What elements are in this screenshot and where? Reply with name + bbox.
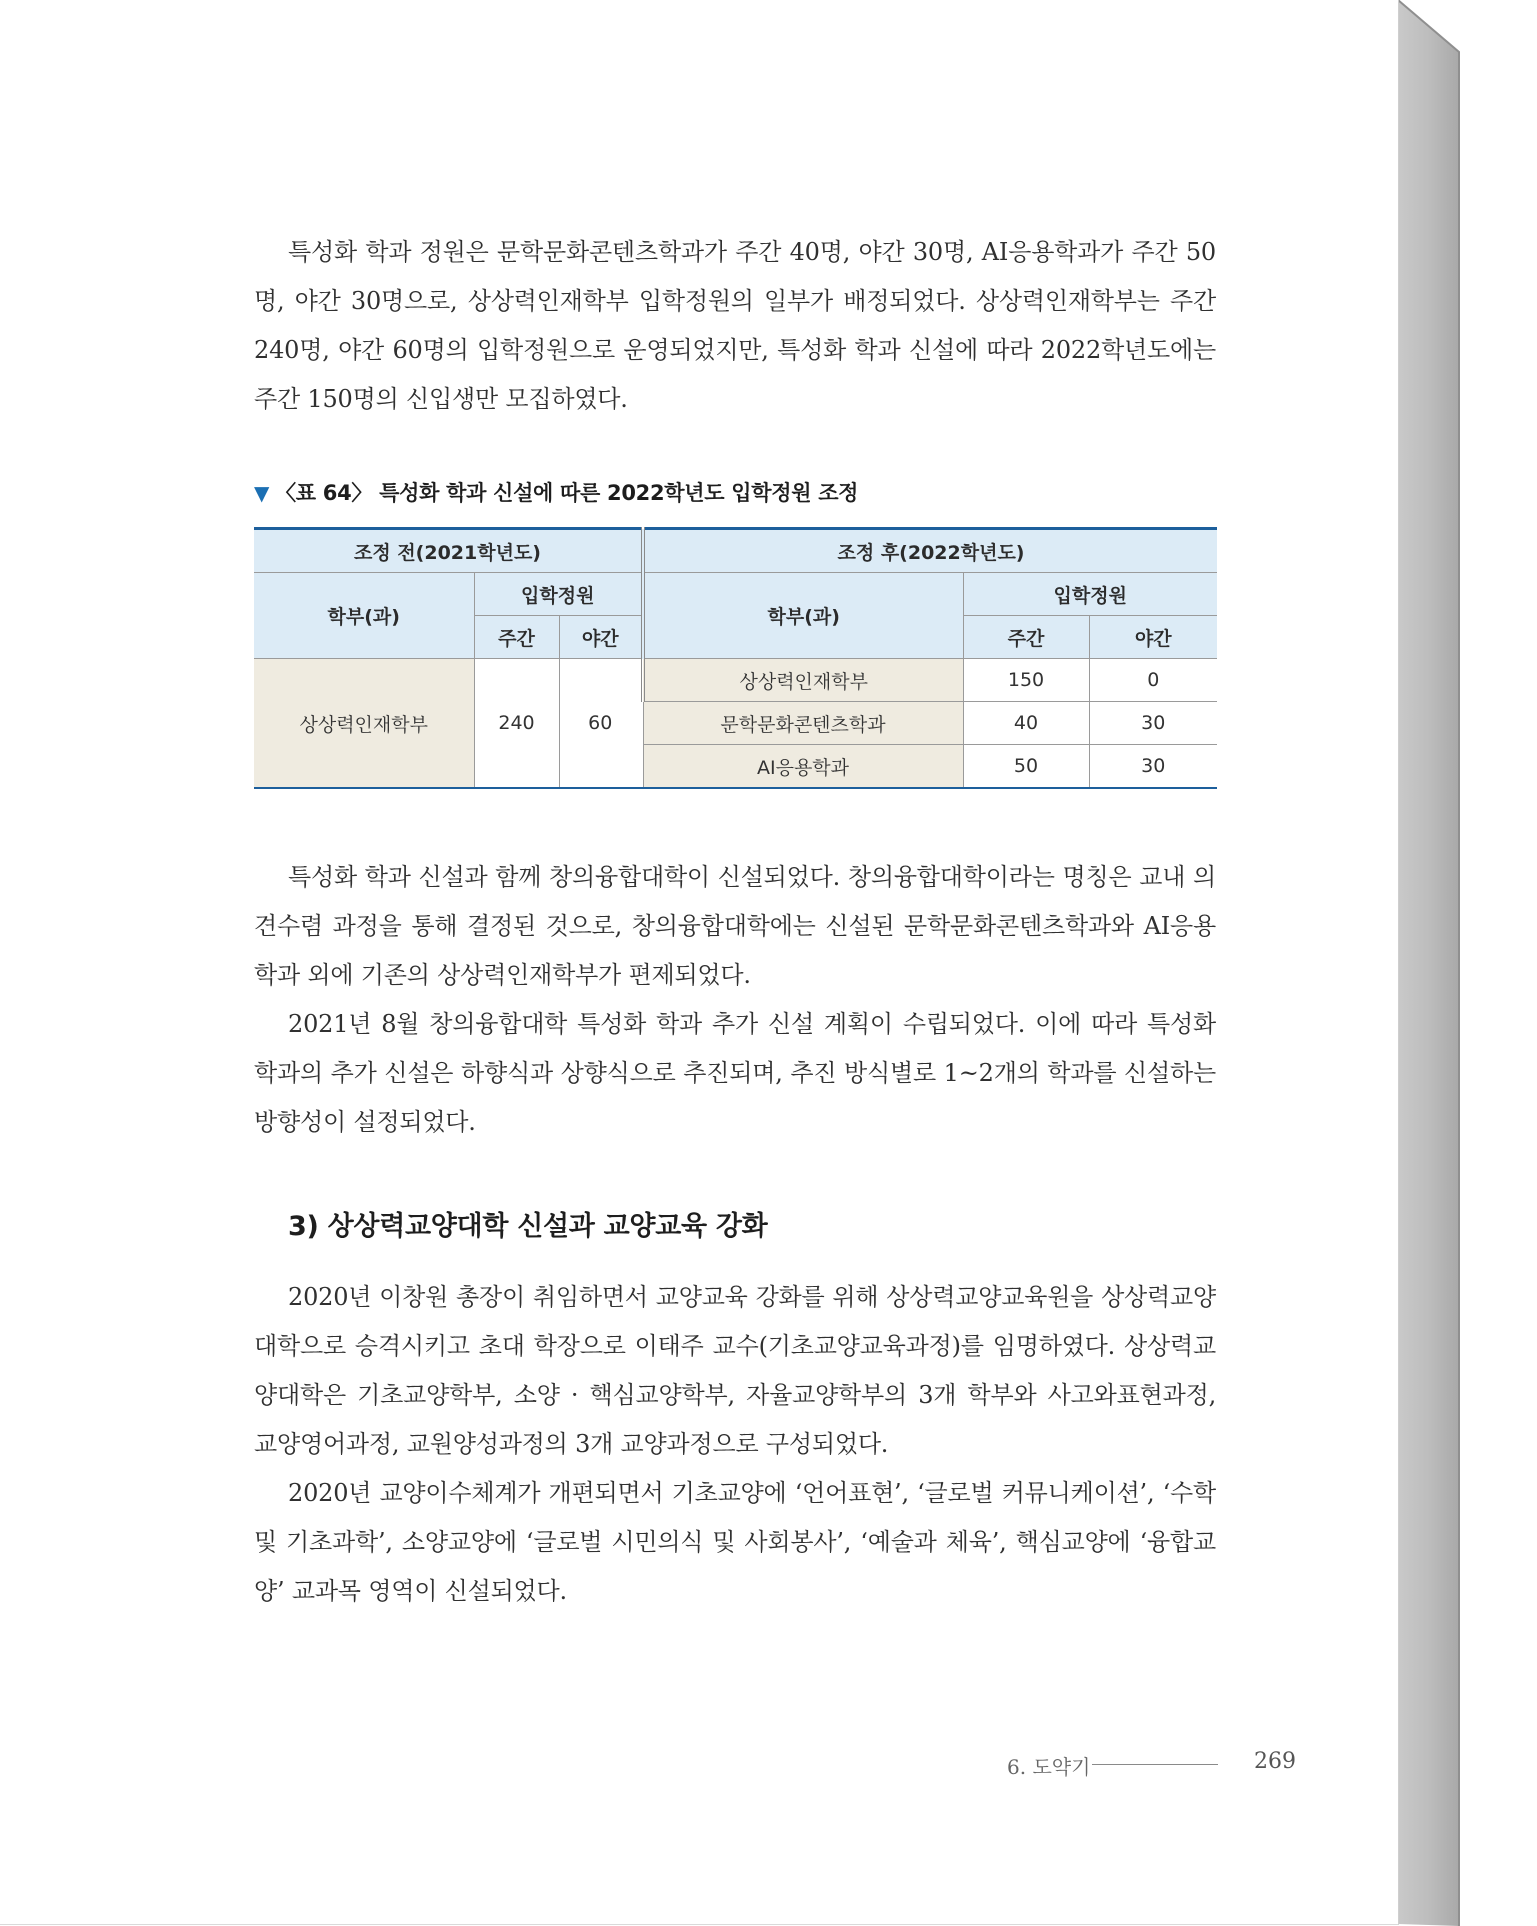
before-day-header: 주간 [474, 616, 559, 659]
paragraph-3: 2021년 8월 창의융합대학 특성화 학과 추가 신설 계획이 수립되었다. 이에 따라 특성화 학과의 추가 신설은 하향식과 상향식으로 추진되며, 추진 방식별로 1~2개의 학과를 신설하는 방향성이 설정되었다. [254, 1010, 1216, 1136]
before-dept-header: 학부(과) [254, 573, 474, 659]
footer-chapter: 6. 도약기 [1007, 1755, 1091, 1779]
after-night-cell: 0 [1089, 659, 1217, 702]
before-night-header: 야간 [559, 616, 643, 659]
table-row [254, 659, 1217, 702]
before-adjustment-header: 조정 전(2021학년도) [254, 529, 643, 573]
paragraph-5: 2020년 교양이수체계가 개편되면서 기초교양에 ‘언어표현’, ‘글로벌 커뮤니케이션’, ‘수학 및 기초과학’, 소양교양에 ‘글로벌 시민의식 및 사회봉사’, ‘예술과 체육’, 핵심교양에 ‘융합교양’ 교과목 영역이 신설되었다. [254, 1479, 1216, 1605]
after-day-cell: 40 [963, 702, 1089, 745]
after-day-cell: 50 [963, 745, 1089, 789]
table-caption-text: 〈표 64〉 특성화 학과 신설에 따른 2022학년도 입학정원 조정 [275, 481, 859, 505]
after-dept-cell: 문학문화콘텐츠학과 [643, 702, 963, 745]
after-dept-cell: 상상력인재학부 [643, 659, 963, 702]
after-day-cell: 150 [963, 659, 1089, 702]
after-dept-header: 학부(과) [643, 573, 963, 659]
after-day-header: 주간 [963, 616, 1089, 659]
section-title: 3) 상상력교양대학 신설과 교양교육 강화 [288, 1211, 768, 1242]
table-caption [254, 477, 858, 507]
paragraph-4: 2020년 이창원 총장이 취임하면서 교양교육 강화를 위해 상상력교양교육원을 상상력교양대학으로 승격시키고 초대 학장으로 이태주 교수(기초교양교육과정)를 임명하였다. 상상력교양대학은 기초교양학부, 소양 · 핵심교양학부, 자율교양학부의 3개 학부와 사고와표현과정, 교양영어과정, 교원양성과정의 3개 교양과정으로 구성되었다. [254, 1283, 1216, 1458]
after-quota-header: 입학정원 [963, 573, 1217, 616]
before-night-cell: 60 [559, 659, 643, 789]
after-adjustment-header: 조정 후(2022학년도) [643, 529, 1217, 573]
paragraph-1: 특성화 학과 정원은 문학문화콘텐츠학과가 주간 40명, 야간 30명, AI응용학과가 주간 50명, 야간 30명으로, 상상력인재학부 입학정원의 일부가 배정되었다. 상상력인재학부는 주간 240명, 야간 60명의 입학정원으로 운영되었지만, 특성화 학과 신설에 따라 2022학년도에는 주간 150명의 신입생만 모집하였다. [254, 238, 1216, 413]
page-number: 269 [1254, 1749, 1296, 1774]
paragraph-2: 특성화 학과 신설과 함께 창의융합대학이 신설되었다. 창의융합대학이라는 명칭은 교내 의견수렴 과정을 통해 결정된 것으로, 창의융합대학에는 신설된 문학문화콘텐츠학과와 AI응용학과 외에 기존의 상상력인재학부가 편제되었다. [254, 863, 1216, 989]
after-dept-cell: AI응용학과 [643, 745, 963, 789]
before-day-cell: 240 [474, 659, 559, 789]
before-quota-header: 입학정원 [474, 573, 643, 616]
admission-quota-table [254, 527, 1217, 789]
after-night-header: 야간 [1089, 616, 1217, 659]
before-dept-cell: 상상력인재학부 [254, 659, 474, 789]
caption-triangle-icon: ▼ [254, 481, 270, 505]
footer-divider [1092, 1764, 1218, 1765]
after-night-cell: 30 [1089, 702, 1217, 745]
after-night-cell: 30 [1089, 745, 1217, 789]
